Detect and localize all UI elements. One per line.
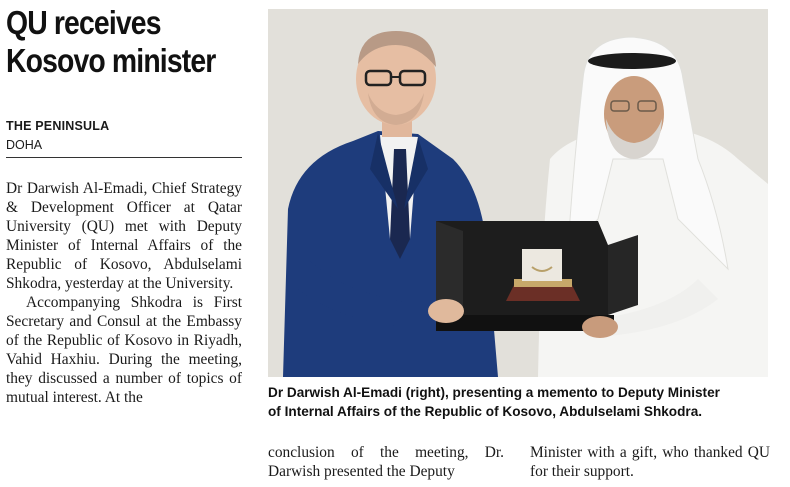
headline-line-2: Kosovo minister: [6, 42, 216, 79]
dateline: DOHA: [6, 138, 43, 152]
paragraph-2: Accompanying Shkodra is First Secretary and Consul at the Embassy of the Republic of Kosovo in Riyadh, Vahid Haxhiu. During the meeting, they discussed a number of topics of mutual interest. At the: [6, 294, 242, 406]
source-byline: THE PENINSULA: [6, 119, 110, 133]
agal: [588, 53, 676, 69]
byline-divider: [6, 157, 242, 158]
caption-line-2: of Internal Affairs of the Republic of Kosovo, Abdulselami Shkodra.: [268, 404, 703, 419]
caption-line-1: Dr Darwish Al-Emadi (right), presenting a memento to Deputy Minister: [268, 385, 720, 400]
trophy-plaque: [522, 249, 562, 281]
paragraph-3: conclusion of the meeting, Dr. Darwish presented the Deputy: [268, 444, 504, 480]
paragraph-1: Dr Darwish Al-Emadi, Chief Strategy & Development Officer at Qatar University (QU) met with Deputy Minister of Internal Affairs of the Republic of Kosovo, Abdulselami Shkodra, yesterday at the University.: [6, 180, 242, 292]
memento-box-side-right: [608, 235, 638, 315]
article-column-2: [268, 443, 504, 483]
paragraph-4: Minister with a gift, who thanked QU for their support.: [530, 444, 770, 480]
news-photo: [268, 9, 768, 377]
right-man-hand: [582, 316, 618, 338]
left-man-hand: [428, 299, 464, 323]
article-column-3: [530, 443, 770, 483]
headline-line-1: QU receives: [6, 4, 161, 41]
photo-illustration: [268, 9, 768, 377]
headline: [6, 4, 221, 80]
article-column-1: [6, 179, 242, 481]
photo-caption: [268, 383, 778, 421]
trophy-base: [506, 285, 580, 301]
